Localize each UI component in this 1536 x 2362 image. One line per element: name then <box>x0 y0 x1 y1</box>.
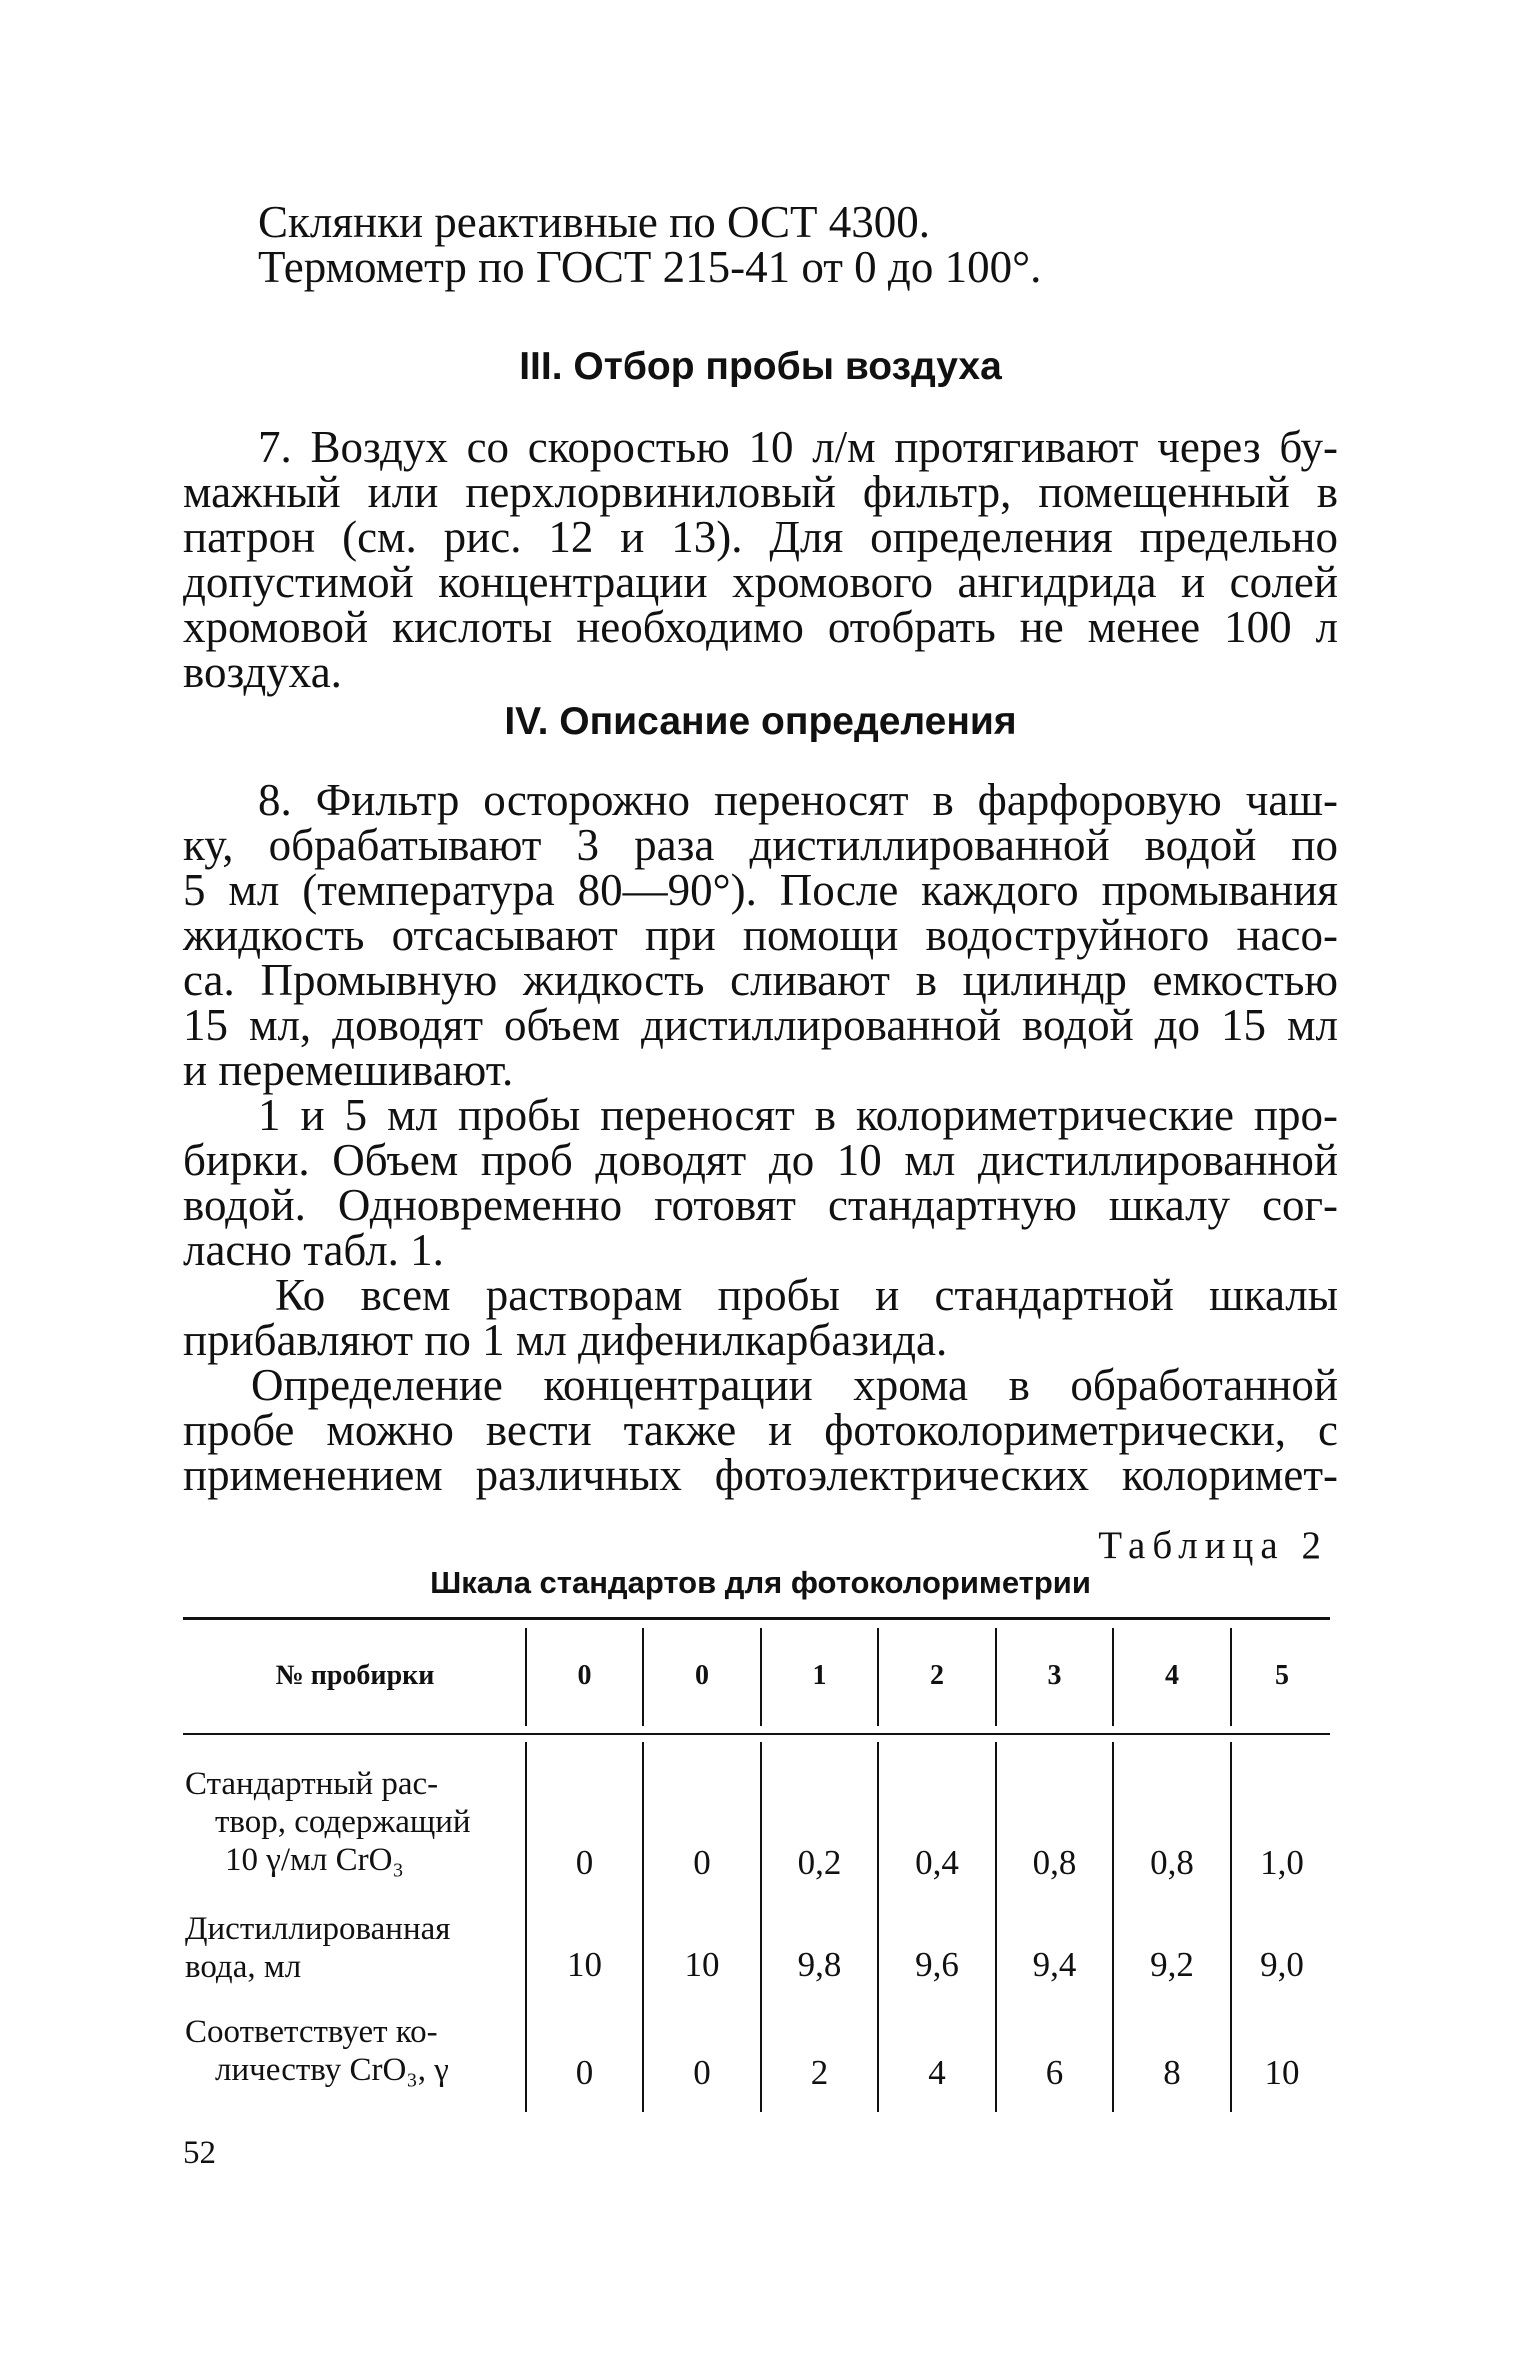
table-cell: 10 <box>1264 2053 1300 2092</box>
text-line: са. Промывную жидкость сливают в цилиндр емкостью <box>183 955 1338 1005</box>
table-cell: 0 <box>693 2053 711 2092</box>
table-row-label <box>185 1910 505 1986</box>
table-title: Шкала стандартов для фотоколориметрии <box>430 1565 1091 1600</box>
table-cell: 0 <box>575 2053 594 2092</box>
table-cell: 0,8 <box>1032 1843 1077 1882</box>
row-label-line: Дистиллированная <box>185 1911 451 1947</box>
text-line: допустимой концентрации хромового ангидрида и солей <box>183 557 1338 607</box>
paragraph-reagent <box>183 1270 1338 1365</box>
table-cell: 10 <box>567 1945 602 1984</box>
row-label-line: вода, мл <box>185 1949 302 1985</box>
table-cell: 6 <box>1045 2053 1064 2092</box>
text-line: Определение концентрации хрома в обработанной <box>251 1360 1338 1410</box>
paragraph-8 <box>183 775 1338 1095</box>
row-label-line: Соответствует ко- <box>185 2014 438 2050</box>
table-header-cell: 3 <box>1047 1660 1062 1691</box>
text-line: водой. Одновременно готовят стандартную шкалу сог- <box>183 1180 1338 1230</box>
table-cell: 0,2 <box>797 1843 842 1882</box>
table-cell: 9,6 <box>915 1945 959 1984</box>
text-line: прибавляют по 1 мл дифенилкарбазида. <box>183 1315 948 1365</box>
equipment-list <box>258 197 1258 292</box>
text-line: пробе можно вести также и фотоколориметрически, с <box>183 1405 1338 1455</box>
equipment-line: Склянки реактивные по ОСТ 4300. <box>258 197 930 247</box>
table-header-cell: 0 <box>577 1660 592 1691</box>
section-heading-3: III. Отбор пробы воздуха <box>519 345 1002 388</box>
table-cell: 9,0 <box>1260 1945 1304 1984</box>
table-cell: 9,4 <box>1032 1945 1077 1984</box>
text-line: воздуха. <box>183 647 342 697</box>
table-cell: 4 <box>928 2053 946 2092</box>
paragraph-7 <box>183 422 1338 697</box>
table-row-label <box>185 2013 505 2089</box>
text-line: ласно табл. 1. <box>183 1225 444 1275</box>
table-header-cell: 1 <box>812 1660 827 1691</box>
page-number: 52 <box>183 2135 216 2171</box>
table-cell: 2 <box>810 2053 829 2092</box>
table-header-cell: 4 <box>1165 1660 1179 1691</box>
text-line: Ко всем растворам пробы и стандартной шкалы <box>275 1270 1338 1320</box>
row-label-line: личеству CrO₃, γ <box>215 2052 449 2088</box>
text-line: 5 мл (температура 80—90°). После каждого промывания <box>183 865 1338 915</box>
text-line: ку, обрабатывают 3 раза дистиллированной водой по <box>183 820 1338 870</box>
table-header-label: № пробирки <box>275 1660 435 1691</box>
table-cell: 1,0 <box>1260 1843 1304 1882</box>
table-cell: 0 <box>575 1843 594 1882</box>
table-header-rule <box>183 1733 1330 1735</box>
text-line: 8. Фильтр осторожно переносят в фарфоровую чаш- <box>258 775 1338 825</box>
text-line: применением различных фотоэлектрических колоримет- <box>183 1450 1338 1500</box>
table-cell: 0 <box>693 1843 711 1882</box>
row-label-line: 10 γ/мл CrO₃ <box>225 1842 404 1878</box>
text-line: жидкость отсасывают при помощи водоструйного насо- <box>183 910 1338 960</box>
table-caption: Таблица 2 <box>1098 1524 1328 1567</box>
text-line: мажный или перхлорвиниловый фильтр, помещенный в <box>183 467 1338 517</box>
table-header-cell: 0 <box>695 1660 709 1691</box>
text-line: 1 и 5 мл пробы переносят в колориметрические про- <box>258 1090 1338 1140</box>
table-header-cell: 2 <box>930 1660 944 1691</box>
table-cell: 10 <box>684 1945 720 1984</box>
equipment-line: Термометр по ГОСТ 215-41 от 0 до 100°. <box>258 242 1042 292</box>
table-cell: 0,4 <box>915 1843 959 1882</box>
text-line: 7. Воздух со скоростью 10 л/м протягивают через бу- <box>258 422 1338 472</box>
section-heading-4: IV. Описание определения <box>504 700 1017 743</box>
text-line: и перемешивают. <box>183 1045 514 1095</box>
table-row-label <box>185 1765 505 1879</box>
text-line: патрон (см. рис. 12 и 13). Для определения предельно <box>183 512 1338 562</box>
text-line: бирки. Объем проб доводят до 10 мл дистиллированной <box>183 1135 1338 1185</box>
text-line: хромовой кислоты необходимо отобрать не менее 100 л <box>183 602 1338 652</box>
table-cell: 9,8 <box>797 1945 842 1984</box>
table-cell: 9,2 <box>1150 1945 1194 1984</box>
table-top-rule <box>183 1617 1330 1620</box>
paragraph-photo <box>183 1360 1338 1500</box>
text-line: 15 мл, доводят объем дистиллированной водой до 15 мл <box>183 1000 1338 1050</box>
table-cell: 0,8 <box>1150 1843 1194 1882</box>
paragraph-samples <box>183 1090 1338 1275</box>
row-label-line: твор, содержащий <box>215 1804 471 1840</box>
row-label-line: Стандартный рас- <box>185 1766 439 1802</box>
table-header-cell: 5 <box>1275 1660 1289 1691</box>
table-cell: 8 <box>1163 2053 1181 2092</box>
